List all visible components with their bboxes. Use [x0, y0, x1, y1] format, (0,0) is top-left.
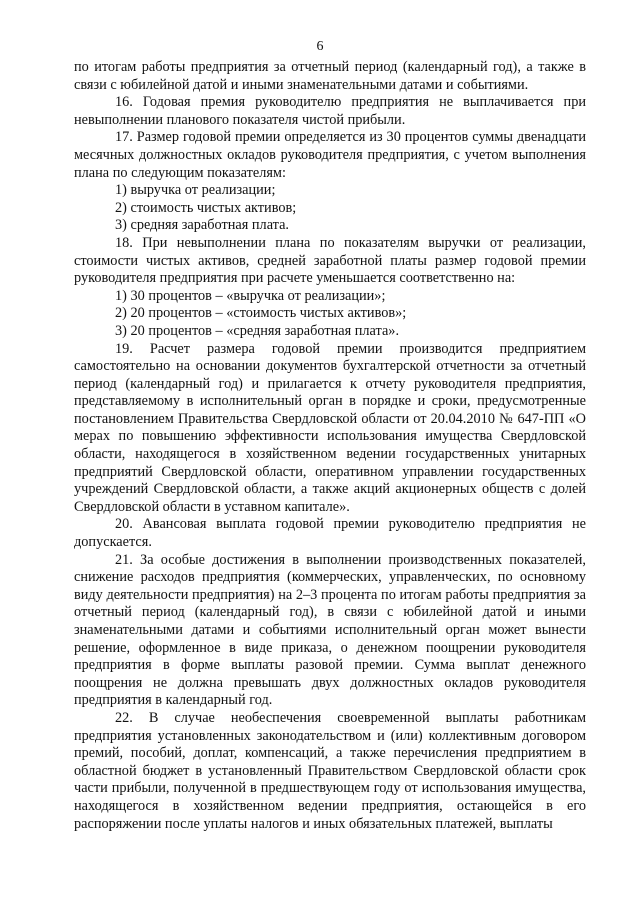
page-number: 6: [316, 39, 324, 54]
document-body: [74, 59, 586, 833]
list-item-17-1: 1) выручка от реализации;: [115, 182, 276, 199]
paragraph-18: 18. При невыполнении плана по показателям выручки от реализации, стоимости чистых активов, средней заработной платы размер годовой премии руководителя предприятия при расчете уменьшается соответственно на:: [74, 234, 586, 287]
paragraph-19: 19. Расчет размера годовой премии производится предприятием самостоятельно на основании документов бухгалтерской отчетности за отчетный период (календарный год) и прилагается к отчету руководителя предприятия, представляемому в исполнительный орган в порядке и сроки, предусмотренные постановлением Правительства Свердловской области от 20.04.2010 № 647-ПП «О мерах по повышению эффективности использования имущества Свердловской области, находящегося в хозяйственном ведении государственных унитарных предприятий Свердловской области, оперативном управлении государственных учреждений Свердловской области, а также акций акционерных обществ с долей Свердловской области в уставном капитале».: [74, 340, 586, 515]
list-item-17-3: 3) средняя заработная плата.: [115, 217, 290, 234]
paragraph-20: 20. Авансовая выплата годовой премии руководителю предприятия не допускается.: [74, 516, 586, 551]
paragraph-21: 21. За особые достижения в выполнении производственных показателей, снижение расходов предприятия (коммерческих, управленческих, по основному виду деятельности предприятия) на 2–3 процента по итогам работы предприятия за отчетный период (календарный год), в связи с юбилейной датой и иными знаменательными датами и событиями исполнительный орган может вынести решение, оформленное в виде приказа, о денежном поощрении руководителя предприятия в форме выплаты разовой премии. Сумма выплат денежного поощрения не должна превышать двух должностных окладов руководителя предприятия в календарный год.: [74, 551, 586, 709]
list-item-17-2: 2) стоимость чистых активов;: [115, 199, 297, 216]
list-item-18-1: 1) 30 процентов – «выручка от реализации»;: [115, 287, 386, 304]
list-item-18-2: 2) 20 процентов – «стоимость чистых активов»;: [115, 305, 407, 322]
paragraph-17: 17. Размер годовой премии определяется из 30 процентов суммы двенадцати месячных должностных окладов руководителя предприятия, с учетом выполнения плана по следующим показателям:: [74, 129, 586, 181]
paragraph-16: 16. Годовая премия руководителю предприятия не выплачивается при невыполнении планового показателя чистой прибыли.: [74, 94, 586, 128]
paragraph-continuation: по итогам работы предприятия за отчетный период (календарный год), а также в связи с юбилейной датой и иными знаменательными датами и событиями.: [74, 59, 586, 93]
list-item-18-3: 3) 20 процентов – «средняя заработная плата».: [115, 322, 400, 339]
paragraph-22: 22. В случае необеспечения своевременной выплаты работникам предприятия установленных законодательством и (или) коллективным договором премий, пособий, доплат, компенсаций, а также перечисления предприятием в областной бюджет в установленный Правительством Свердловской области срок части прибыли, полученной в предшествующем году от использования имущества, находящегося в хозяйственном ведении предприятия, остающейся в его распоряжении после уплаты налогов и иных обязательных платежей, выплаты: [74, 709, 586, 832]
